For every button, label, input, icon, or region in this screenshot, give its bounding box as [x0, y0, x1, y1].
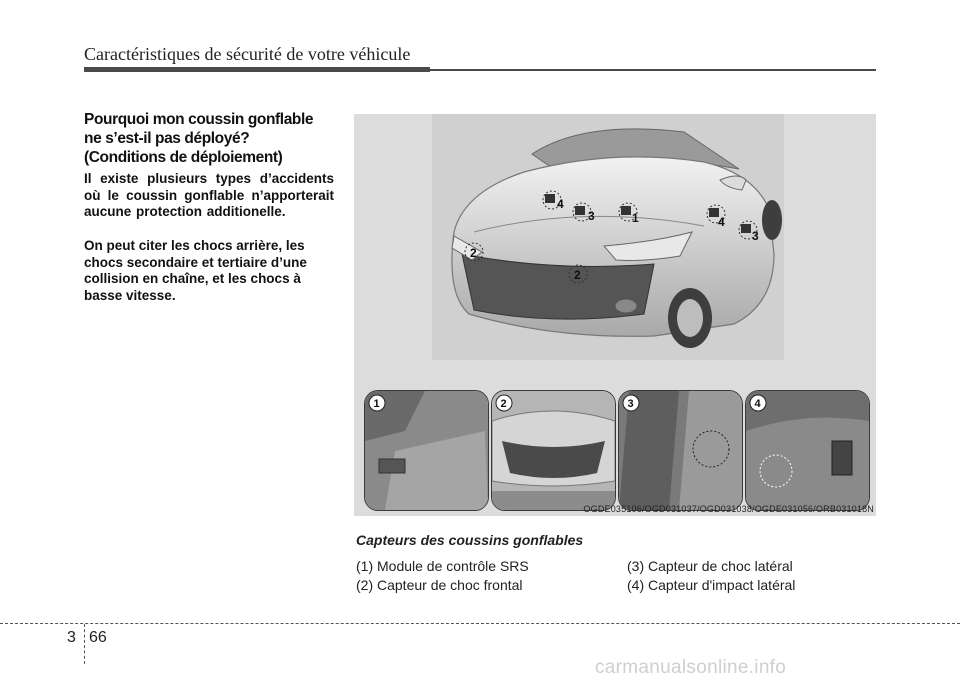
- car-illustration: [354, 114, 876, 374]
- svg-text:2: 2: [574, 268, 581, 282]
- chapter-number: 3: [67, 629, 76, 646]
- svg-text:2: 2: [470, 246, 477, 260]
- svg-text:3: 3: [588, 209, 595, 223]
- legend-item-4: (4) Capteur d'impact latéral: [627, 577, 796, 593]
- thumb-number-3: 3: [627, 398, 634, 410]
- thumb-number-1: 1: [373, 398, 380, 410]
- section-title-line-1: Pourquoi mon coussin gonflable: [84, 111, 314, 128]
- svg-text:4: 4: [718, 215, 725, 229]
- paragraph-1: Il existe plusieurs types d’accidents où le coussin gonflable n’apporterait aucune protection additionelle.: [84, 171, 334, 219]
- footer-vertical-divider: [84, 624, 85, 664]
- svg-text:4: 4: [557, 197, 564, 211]
- header-bar: [84, 67, 430, 72]
- thumbnail-3: [618, 390, 743, 511]
- watermark: carmanualsonline.info: [595, 657, 787, 678]
- thumb-number-4: 4: [754, 398, 761, 410]
- thumbnail-1: [364, 390, 489, 511]
- section-title: [84, 110, 354, 167]
- legend-item-3: (3) Capteur de choc latéral: [627, 558, 793, 574]
- caption-title: Capteurs des coussins gonflables: [356, 532, 584, 548]
- figure-code: OGDE035106/OGD031037/OGD031038/OGDE031056/ORB031018N: [583, 504, 874, 514]
- legend-item-2: (2) Capteur de choc frontal: [356, 577, 523, 593]
- page-header-title: Caractéristiques de sécurité de votre véhicule: [84, 44, 411, 64]
- header-rule: [430, 69, 876, 71]
- thumbnail-4: [745, 390, 870, 511]
- svg-text:1: 1: [632, 211, 639, 225]
- section-title-line-3: (Conditions de déploiement): [84, 149, 283, 166]
- legend-item-1: (1) Module de contrôle SRS: [356, 558, 529, 574]
- svg-text:3: 3: [752, 229, 759, 243]
- paragraph-2: On peut citer les chocs arrière, les chocs secondaire et tertiaire d’une collision en chaîne, et les chocs à basse vitesse.: [84, 238, 307, 303]
- thumbnail-2: [491, 390, 616, 511]
- footer-divider: [0, 623, 960, 624]
- car-wheel-rear: [762, 200, 782, 240]
- page-number: 66: [89, 629, 107, 646]
- figure: [354, 114, 876, 516]
- section-title-line-2: ne s’est-il pas déployé?: [84, 130, 250, 147]
- thumb-number-2: 2: [500, 398, 507, 410]
